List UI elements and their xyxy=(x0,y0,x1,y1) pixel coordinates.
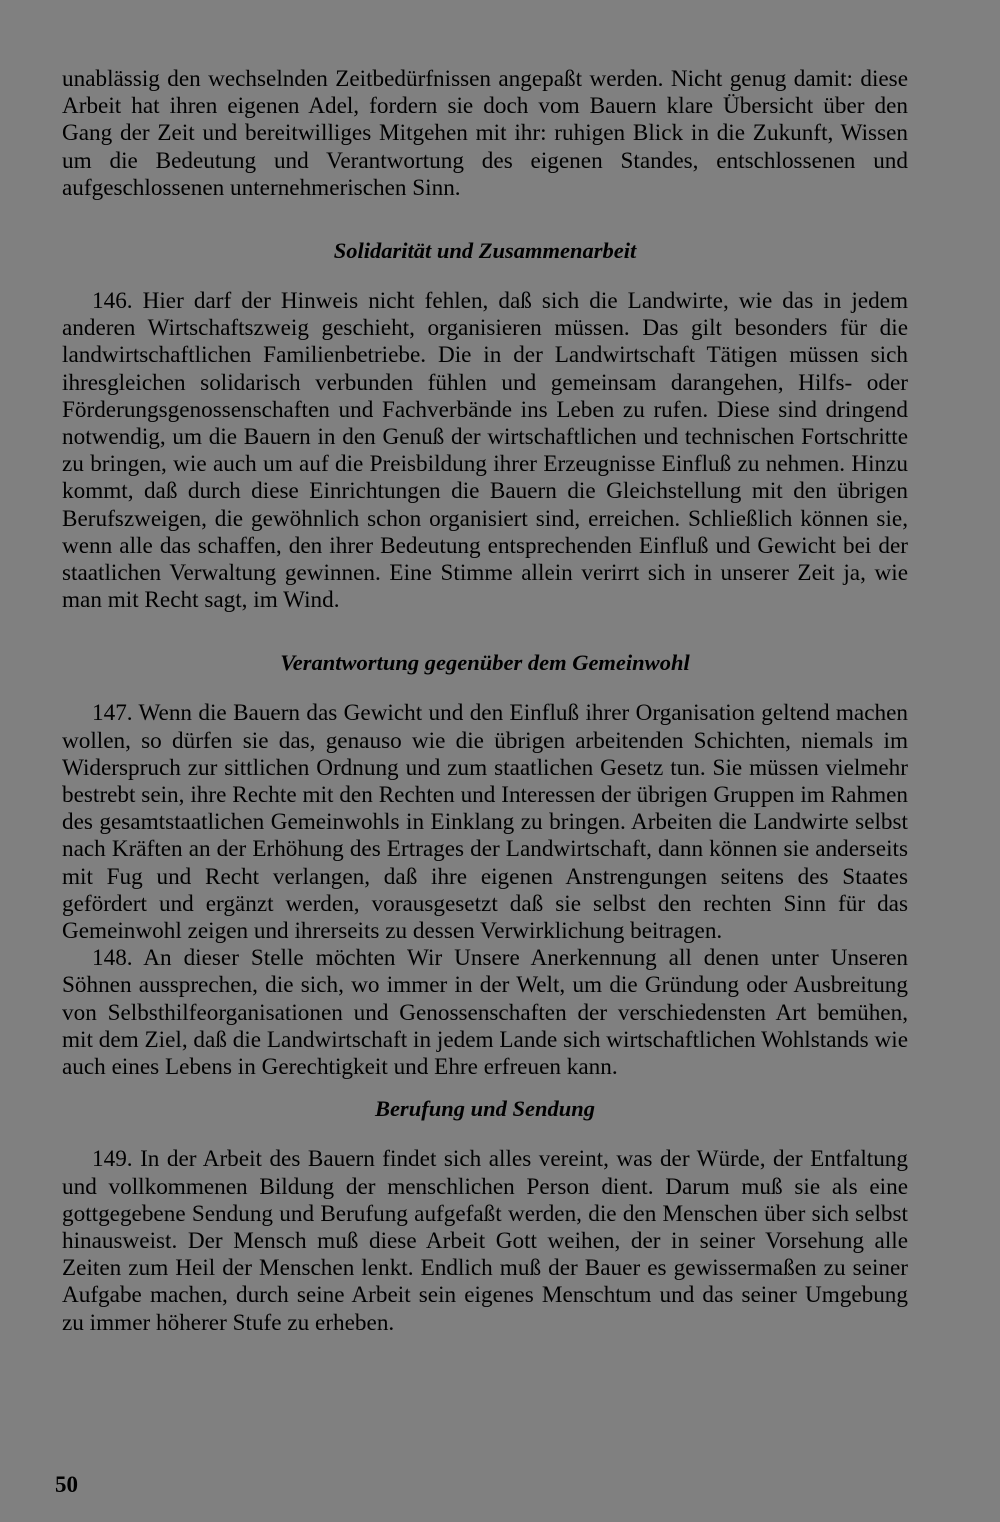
paragraph-148: 148. An dieser Stelle möchten Wir Unsere Anerkennung all denen unter Unseren Söhnen aussprechen, die sich, wo immer in der Welt, um die Gründung oder Ausbreitung von Selbsthilfeorganisationen und Genossenschaften der verschiedensten Art bemühen, mit dem Ziel, daß die Landwirtschaft in jedem Lande sich wirtschaftlichen Wohlstands wie auch eines Lebens in Gerechtigkeit und Ehre erfreuen kann. xyxy=(62,945,908,1081)
paragraph-146: 146. Hier darf der Hinweis nicht fehlen, daß sich die Landwirte, wie das in jedem anderen Wirtschaftszweig geschieht, organisieren müssen. Das gilt besonders für die landwirtschaftlichen Familienbetriebe. Die in der Landwirtschaft Tätigen müssen sich ihresgleichen solidarisch verbunden fühlen und gemeinsam darangehen, Hilfs- oder Förderungsgenossenschaften und Fachverbände ins Leben zu rufen. Diese sind dringend notwendig, um die Bauern in den Genuß der wirtschaftlichen und technischen Fortschritte zu bringen, wie auch um auf die Preisbildung ihrer Erzeugnisse Einfluß zu nehmen. Hinzu kommt, daß durch diese Einrichtungen die Bauern die Gleichstellung mit den übrigen Berufszweigen, die gewöhnlich schon organisiert sind, erreichen. Schließlich können sie, wenn alle das schaffen, den ihrer Bedeutung entsprechenden Einfluß und Gewicht bei der staatlichen Verwaltung gewinnen. Eine Stimme allein verirrt sich in unserer Zeit ja, wie man mit Recht sagt, im Wind. xyxy=(62,288,908,614)
section-heading-berufung: Berufung und Sendung xyxy=(374,1096,596,1122)
section-heading-verantwortung: Verantwortung gegenüber dem Gemeinwohl xyxy=(280,650,690,676)
intro-paragraph: unablässig den wechselnden Zeitbedürfnissen angepaßt werden. Nicht genug damit: diese Arbeit hat ihren eigenen Adel, fordern sie doch vom Bauern klare Übersicht über den Gang der Zeit und bereitwilliges Mitgehen mit ihr: ruhigen Blick in die Zukunft, Wissen um die Bedeutung und Verantwortung des eigenen Standes, entschlossenen und aufgeschlossenen unternehmerischen Sinn. xyxy=(62,66,908,201)
paragraph-149: 149. In der Arbeit des Bauern findet sich alles vereint, was der Würde, der Entfaltung und vollkommenen Bildung der menschlichen Person dient. Darum muß sie als eine gottgegebene Sendung und Berufung aufgefaßt werden, die den Menschen über sich selbst hinausweist. Der Mensch muß diese Arbeit Gott weihen, der in seiner Vorsehung alle Zeiten zum Heil der Menschen lenkt. Endlich muß der Bauer es gewissermaßen zu seiner Aufgabe machen, durch seine Arbeit sein eigenes Menschtum und das seiner Umgebung zu immer höherer Stufe zu erheben. xyxy=(62,1146,908,1336)
paragraph-147: 147. Wenn die Bauern das Gewicht und den Einfluß ihrer Organisation geltend machen wollen, so dürfen sie das, genauso wie die übrigen arbeitenden Schichten, niemals im Widerspruch zur sittlichen Ordnung und zum staatlichen Gesetz tun. Sie müssen vielmehr bestrebt sein, ihre Rechte mit den Rechten und Interessen der übrigen Gruppen im Rahmen des gesamtstaatlichen Gemeinwohls in Einklang zu bringen. Arbeiten die Landwirte selbst nach Kräften an der Erhöhung des Ertrages der Landwirtschaft, dann können sie anderseits mit Fug und Recht verlangen, daß ihre eigenen Anstrengungen seitens des Staates gefördert und ergänzt werden, vorausgesetzt daß sie selbst den rechten Sinn für das Gemeinwohl zeigen und ihrerseits zu dessen Verwirklichung beitragen. xyxy=(62,700,908,945)
page-number: 50 xyxy=(55,1472,78,1497)
section-heading-solidaritaet: Solidarität und Zusammenarbeit xyxy=(333,238,637,264)
